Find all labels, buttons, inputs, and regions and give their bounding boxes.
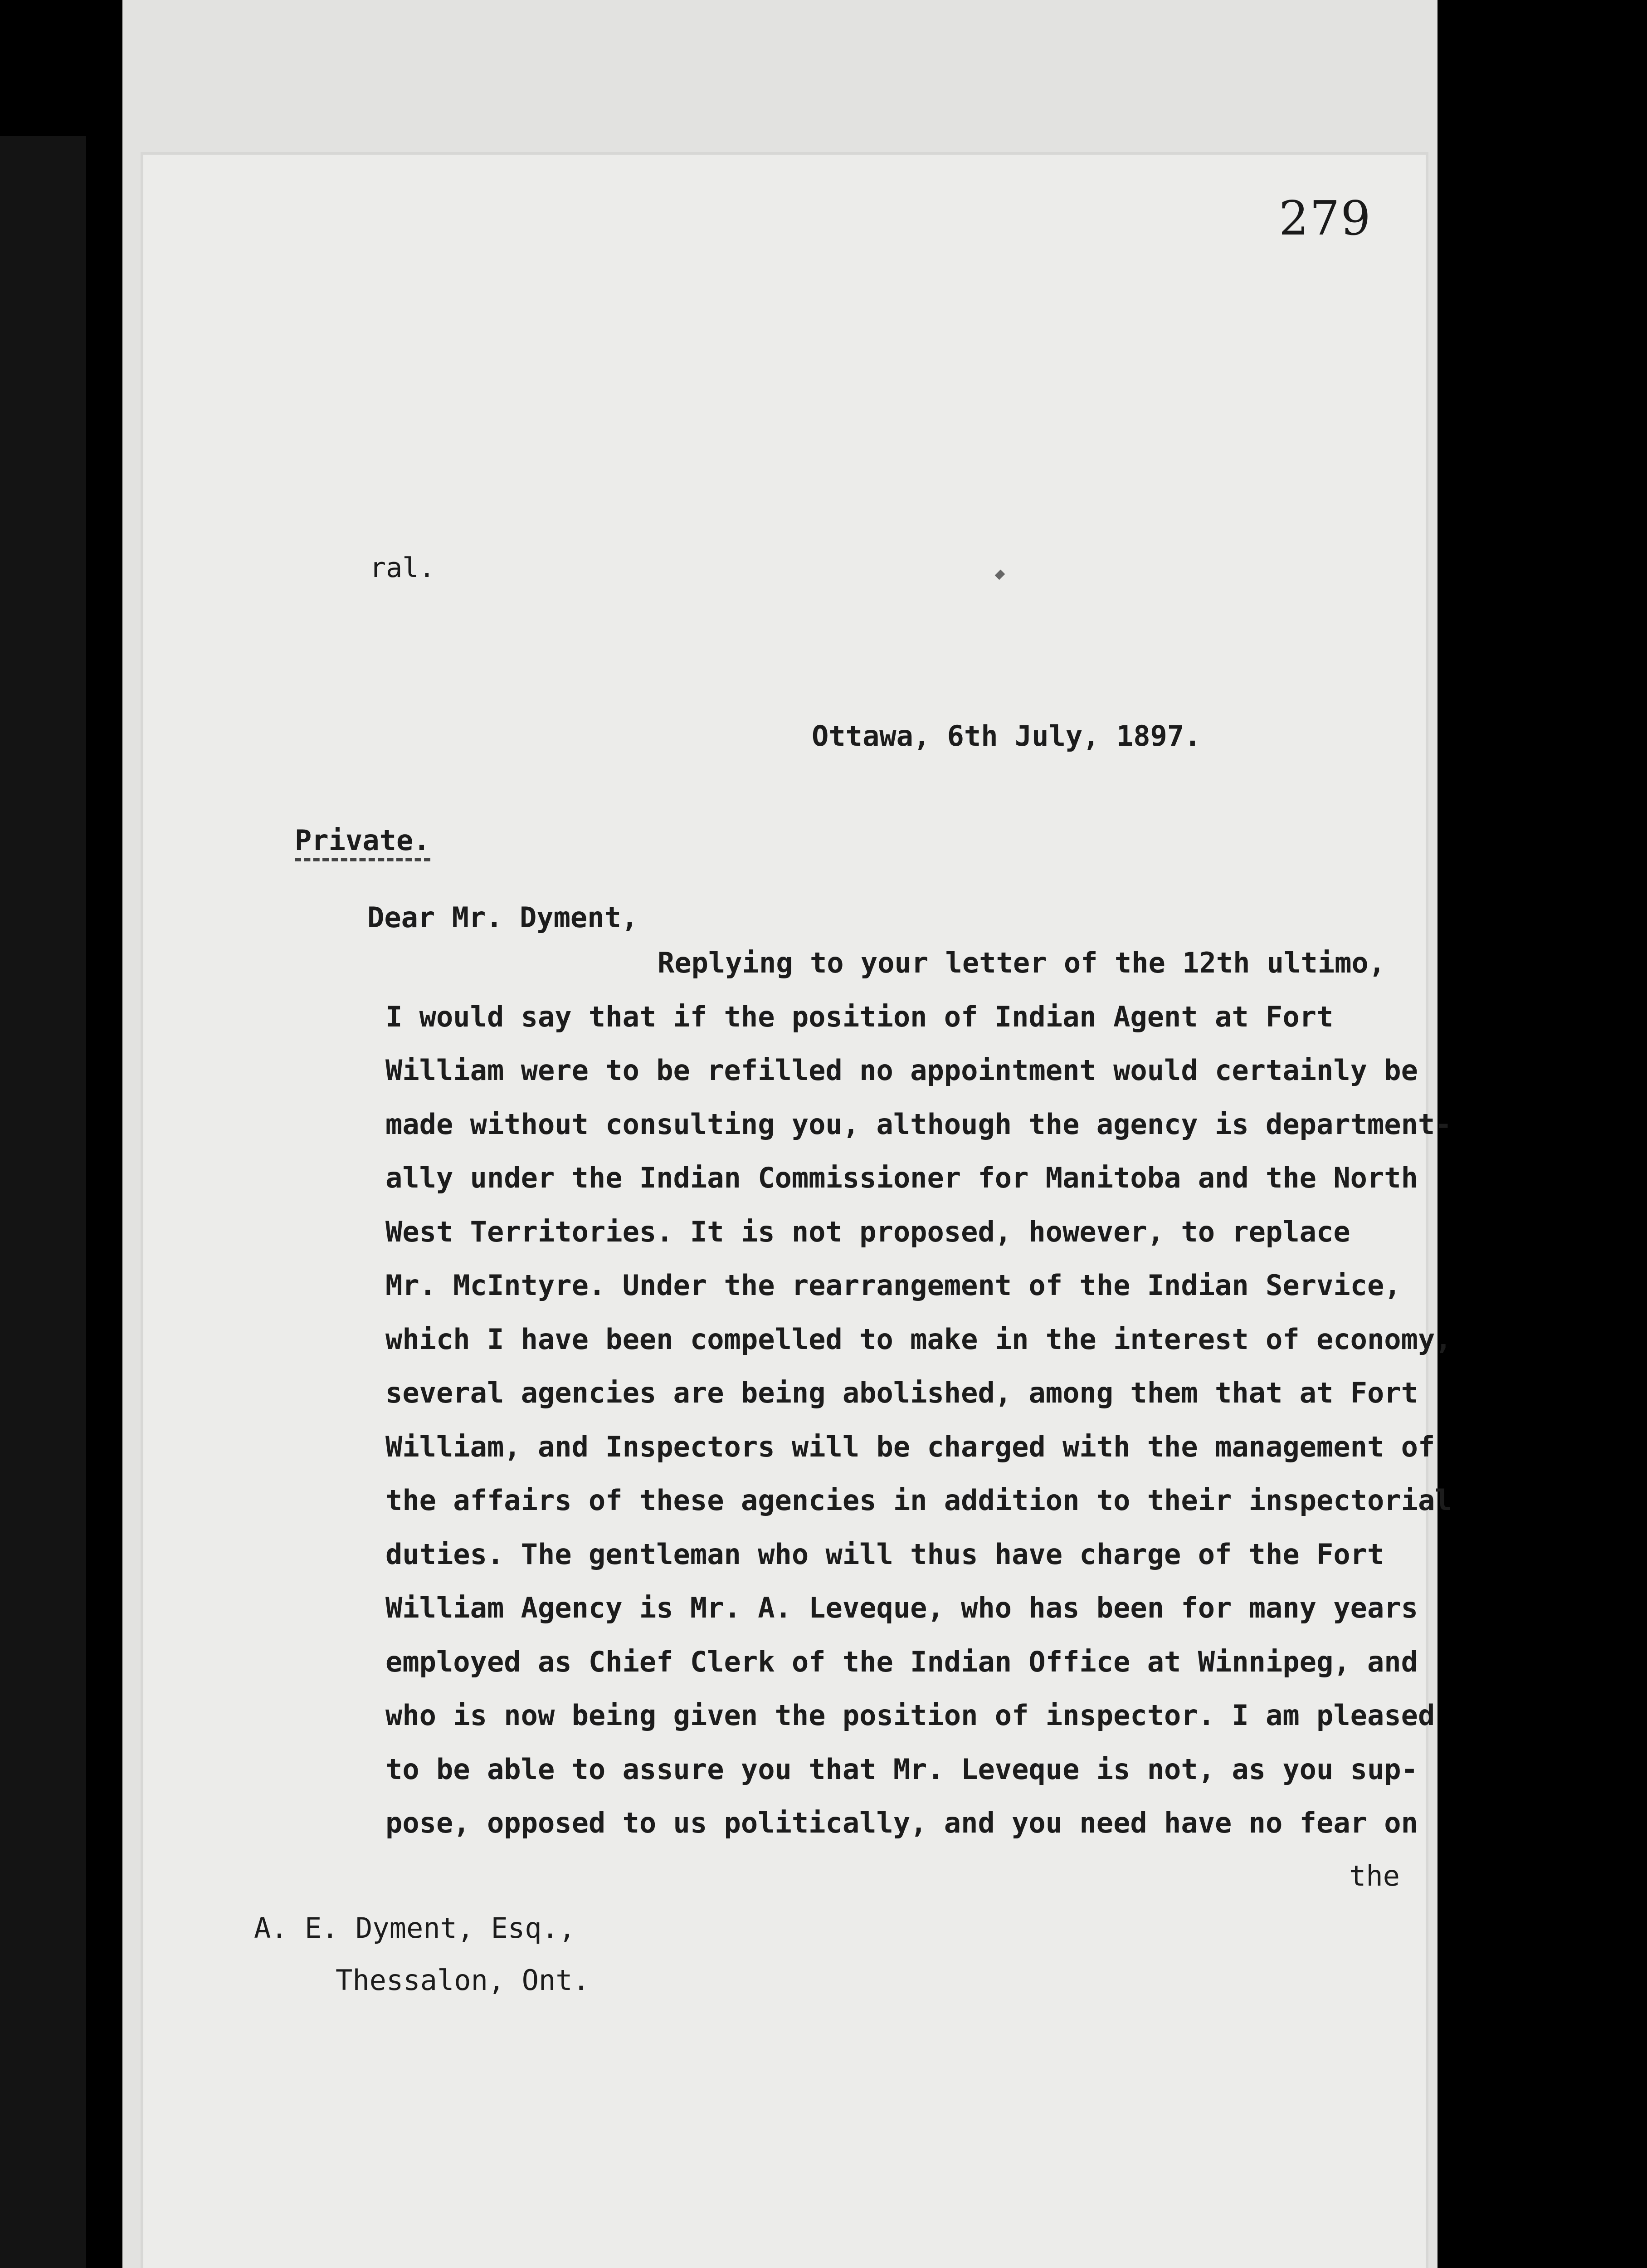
body-line: the affairs of these agencies in addition to their inspectorial [385,1484,1452,1517]
page-number: 279 [1279,191,1372,246]
body-line: Mr. McIntyre. Under the rearrangement of the Indian Service, [385,1269,1401,1302]
body-line: William, and Inspectors will be charged with the management of [385,1430,1435,1463]
body-line: who is now being given the position of inspector. I am pleased [385,1699,1435,1732]
salutation: Dear Mr. Dyment, [367,901,638,934]
body-line: duties. The gentleman who will thus have charge of the Fort [385,1538,1384,1571]
body-line: West Territories. It is not proposed, however, to replace [385,1215,1350,1248]
letterhead-fragment: ral. [370,552,435,584]
film-edge [0,136,86,2268]
body-line: which I have been compelled to make in the interest of economy, [385,1323,1452,1356]
private-marking: Private. [295,826,430,861]
body-line: Replying to your letter of the 12th ultimo, [658,946,1386,979]
continuation-word: the [1349,1859,1400,1892]
stamp-text-wrap [345,0,1442,2268]
body-line: I would say that if the position of Indian Agent at Fort [385,1000,1334,1033]
body-line: ally under the Indian Commissioner for Manitoba and the North [385,1161,1418,1194]
body-line: William Agency is Mr. A. Leveque, who has been for many years [385,1591,1418,1624]
body-line: pose, opposed to us politically, and you need have no fear on [385,1806,1418,1839]
body-line: made without consulting you, although the agency is department- [385,1108,1452,1141]
date-line: Ottawa, 6th July, 1897. [812,719,1201,753]
body-line: several agencies are being abolished, among them that at Fort [385,1376,1418,1409]
body-line: employed as Chief Clerk of the Indian Office at Winnipeg, and [385,1645,1418,1678]
recipient-name: A. E. Dyment, Esq., [254,1911,576,1945]
body-line: William were to be refilled no appointment would certainly be [385,1054,1418,1087]
body-line: to be able to assure you that Mr. Leveque is not, as you sup- [385,1753,1418,1786]
recipient-place: Thessalon, Ont. [336,1964,590,1997]
